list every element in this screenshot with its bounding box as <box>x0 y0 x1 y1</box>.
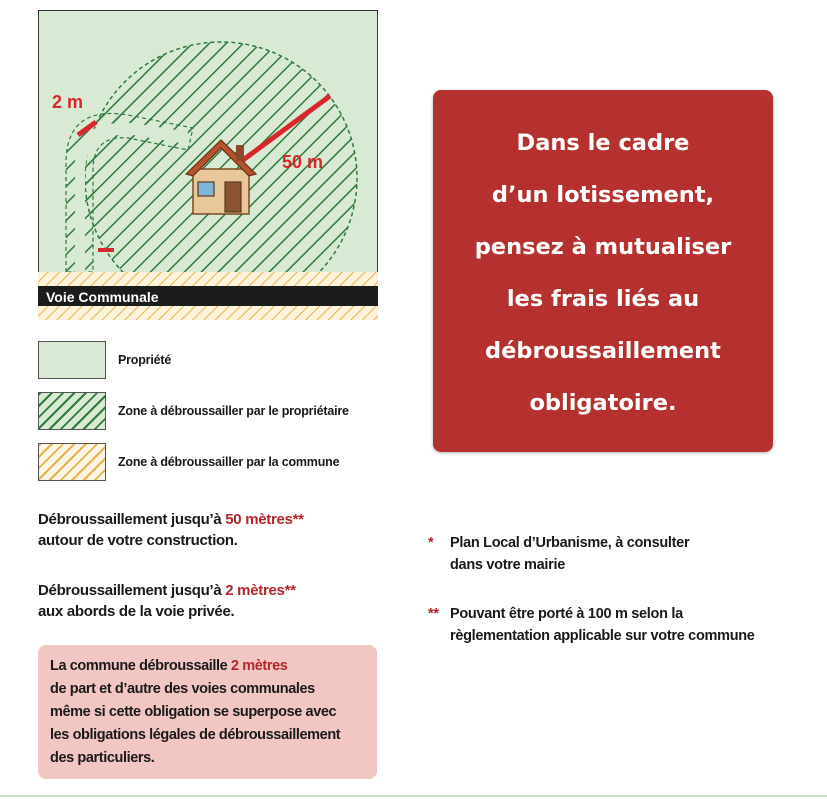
info-50m-prefix: Débroussaillement jusqu’à <box>38 511 226 528</box>
info-2m-line2: aux abords de la voie privée. <box>38 603 235 620</box>
commune-zone-top <box>38 272 378 286</box>
commune-prefix: La commune débroussaille <box>50 658 231 674</box>
commune-line4: les obligations légales de débroussaillement <box>50 727 341 743</box>
legend-item-commune-zone <box>38 443 339 481</box>
footnote-100m-line1: Pouvant être porté à 100 m selon la <box>450 606 683 622</box>
lotissement-callout <box>433 90 773 452</box>
footnote-100m <box>428 603 755 647</box>
commune-line5: des particuliers. <box>50 750 155 766</box>
footnote-plu-line2: dans votre mairie <box>450 557 565 573</box>
commune-line3: même si cette obligation se superpose avec <box>50 704 337 720</box>
info-50m-highlight: 50 mètres** <box>225 511 304 528</box>
road-label: Voie Communale <box>46 289 159 305</box>
info-2m-highlight: 2 mètres** <box>225 582 296 599</box>
legend-label-commune-zone: Zone à débroussailler par la commune <box>118 455 340 469</box>
footnote-100m-line2: règlementation applicable sur votre commune <box>450 628 755 644</box>
footnote-plu-line1: Plan Local d’Urbanisme, à consulter <box>450 535 690 551</box>
legend-swatch-commune-zone <box>38 443 106 481</box>
callout-line-1: Dans le cadre <box>516 130 690 156</box>
commune-info-box <box>38 645 377 779</box>
footnote-plu-star: * <box>428 535 434 551</box>
info-2m-prefix: Débroussaillement jusqu’à <box>38 582 226 599</box>
commune-line2: de part et d’autre des voies communales <box>50 681 315 697</box>
callout-line-3: pensez à mutualiser <box>474 234 732 260</box>
legend-swatch-property <box>38 341 106 379</box>
callout-line-6: obligatoire. <box>529 390 677 416</box>
commune-highlight: 2 mètres <box>230 658 288 674</box>
label-50m: 50 m <box>282 152 324 172</box>
bottom-divider <box>0 795 827 797</box>
footnote-100m-star: ** <box>428 606 439 622</box>
info-50m-line2: autour de votre construction. <box>38 532 238 549</box>
legend-swatch-owner-zone <box>38 392 106 430</box>
callout-line-2: d’un lotissement, <box>491 182 715 208</box>
label-2m: 2 m <box>52 92 84 112</box>
info-2m <box>38 580 398 622</box>
info-50m <box>38 509 398 551</box>
legend-item-property <box>38 341 171 379</box>
debroussaillement-diagram <box>38 10 378 320</box>
legend-label-owner-zone: Zone à débroussailler par le propriétaire <box>118 404 349 418</box>
callout-line-4: les frais liés au <box>506 286 700 312</box>
legend-item-owner-zone <box>38 392 349 430</box>
callout-line-5: débroussaillement <box>485 338 721 364</box>
commune-zone-bottom <box>38 306 378 320</box>
legend-label-property: Propriété <box>118 353 172 367</box>
footnote-plu <box>428 532 689 576</box>
